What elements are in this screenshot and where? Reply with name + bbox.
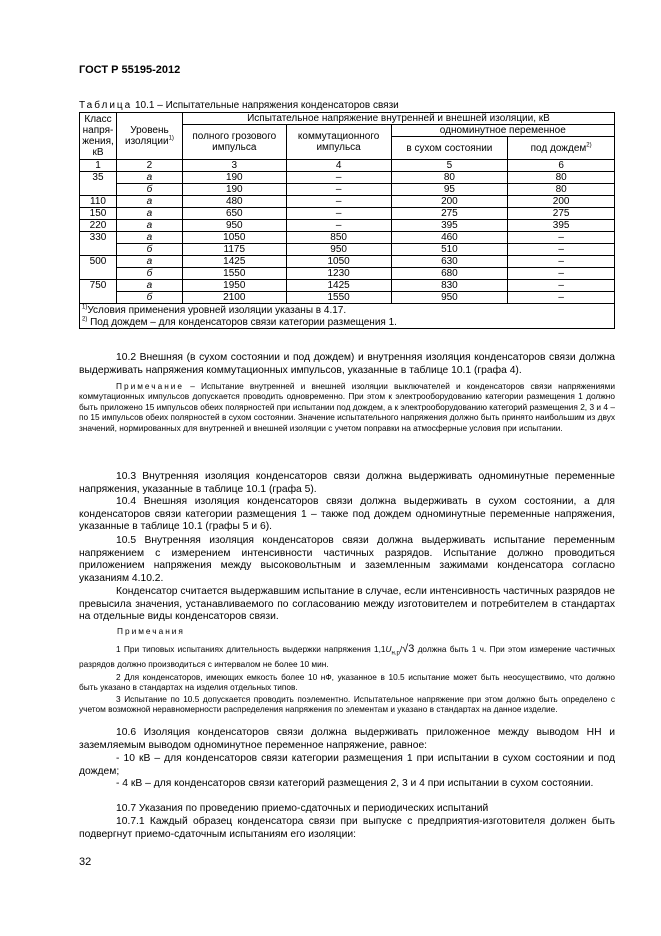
paragraph-10-3: 10.3 Внутренняя изоляция конденсаторов связи должна выдерживать одноминутные переменные напряжения, указанные в таблице 10.1 (графа 5). — [79, 471, 615, 495]
table-row: б 1175 950 510 – — [80, 244, 615, 256]
table-row: 330 а 1050 850 460 – — [80, 232, 615, 244]
header-rain: под дождем$^{2)}$ — [508, 137, 615, 160]
header-test-voltage: Испытательное напряжение внутренней и внешней изоляции, кВ — [182, 113, 614, 125]
table-row: б 190 – 95 80 — [80, 184, 615, 196]
header-one-minute: одноминутное переменное — [391, 125, 614, 137]
header-full-impulse: полного грозового импульса — [182, 125, 286, 160]
note-2: 2 Для конденсаторов, имеющих емкость более 10 нФ, указанное в 10.5 испытание может быть неосуществимо, что должно быть указано в стандартах на изделия отдельных типов. — [79, 672, 615, 693]
header-level: Уровень изоляции$^{1)}$ — [116, 113, 182, 160]
document-header: ГОСТ Р 55195-2012 — [79, 64, 181, 76]
table-caption — [79, 100, 399, 111]
paragraph-10-4: 10.4 Внешняя изоляция конденсаторов связи должна выдерживать в сухом состоянии, а для конденсаторов связи категории размещения 1 – также под дождем одноминутные переменные напряжения, указанные в таблице 10.1 (графы 5 и 6). — [79, 496, 615, 533]
paragraph-10-7: 10.7 Указания по проведению приемо-сдаточных и периодических испытаний — [116, 803, 489, 814]
header-switching-impulse: коммутационного импульса — [286, 125, 391, 160]
page-number: 32 — [79, 856, 92, 868]
table-row: 110 а 480 – 200 200 — [80, 196, 615, 208]
bullet-10kv: - 10 кВ – для конденсаторов связи категории размещения 1 при испытании в сухом состоянии и под дождем; — [79, 753, 615, 777]
paragraph-10-7-1: 10.7.1 Каждый образец конденсатора связи при выпуске с предприятия-изготовителя должен быть подвергнут приемо-сдаточным испытаниям его изоляции: — [79, 816, 615, 840]
table-row: 750 а 1950 1425 830 – — [80, 280, 615, 292]
paragraph-10-2: 10.2 Внешняя (в сухом состоянии и под дождем) и внутренняя изоляция конденсаторов связи должна выдерживать напряжения коммутационных импульсов, указанные в таблице 10.1 (графа 4). — [79, 352, 615, 376]
table-row: 220 а 950 – 395 395 — [80, 220, 615, 232]
column-numbers-row: 1 2 3 4 5 6 — [80, 160, 615, 172]
table-footnote-1: $^{1)}$Условия применения уровней изоляции указаны в 4.17. — [80, 304, 615, 317]
note-10-2: Примечание – Испытание внутренней и внешней изоляции выключателей и конденсаторов связи напряжениями коммутационных импульсов допускается проводить одновременно. При этом к электрооборудованию категории размещения 1 должно быть приложено 15 импульсов обеих полярностей при испытании под дождем, а к электрооборудованию категорий размещения 2, 3 и 4 – по 15 импульсов обеих полярностей в сухом состоянии. Значение испытательного напряжения должно быть принято наибольшим из двух значений, нормированных для внутренней и внешней изоляции с учетом поправки на атмосферные условия при испытании. — [79, 381, 615, 433]
table-caption-word: Таблица — [79, 100, 133, 111]
test-voltage-table — [79, 112, 615, 329]
paragraph-10-5: 10.5 Внутренняя изоляция конденсаторов связи должна выдерживать испытание переменным напряжением с измерением интенсивности частичных разрядов. Испытание должно проводиться приложением напряжения между высоковольтным и заземленным зажимами конденсатора согласно указаниям 4.10.2. — [79, 535, 615, 584]
paragraph-10-6: 10.6 Изоляция конденсаторов связи должна выдерживать приложенное между выводом НН и заземляемым выводом одноминутное переменное напряжение, равное: — [79, 727, 615, 751]
table-row: 35 а 190 – 80 80 — [80, 172, 615, 184]
table-row: б 1550 1230 680 – — [80, 268, 615, 280]
table-caption-text: 10.1 – Испытательные напряжения конденсаторов связи — [132, 100, 399, 111]
note-3: 3 Испытание по 10.5 допускается проводить поэлементно. Испытательное напряжение при этом должно быть определено с учетом возможной неравномерности распределения напряжения по элементам и указано в стандартах на данное изделие. — [79, 694, 615, 715]
header-class: Класс напря- жения, кВ — [80, 113, 117, 160]
header-dry: в сухом состоянии — [391, 137, 508, 160]
table-row: 500 а 1425 1050 630 – — [80, 256, 615, 268]
note-1: 1 При типовых испытаниях длительность выдержки напряжения $1,1U_{н.р}/√3$ должна быть 1 ч. При этом измерение частичных разрядов должно производиться с интервалом не более 10 мин. — [79, 643, 615, 670]
paragraph-10-5-criteria: Конденсатор считается выдержавшим испытание в случае, если интенсивность частичных разрядов не превысила значения, устанавливаемого по согласованию между изготовителем и потребителем в стандартах на отдельные виды конденсаторов связи. — [79, 586, 615, 623]
table-row: 150 а 650 – 275 275 — [80, 208, 615, 220]
notes-title: Примечания — [117, 626, 185, 636]
bullet-4kv: - 4 кВ – для конденсаторов связи категорий размещения 2, 3 и 4 при испытании в сухом состоянии. — [116, 778, 594, 789]
table-footnote-2: $^{2)}$ Под дождем – для конденсаторов связи категории размещения 1. — [80, 316, 615, 329]
table-row: б 2100 1550 950 – — [80, 292, 615, 304]
